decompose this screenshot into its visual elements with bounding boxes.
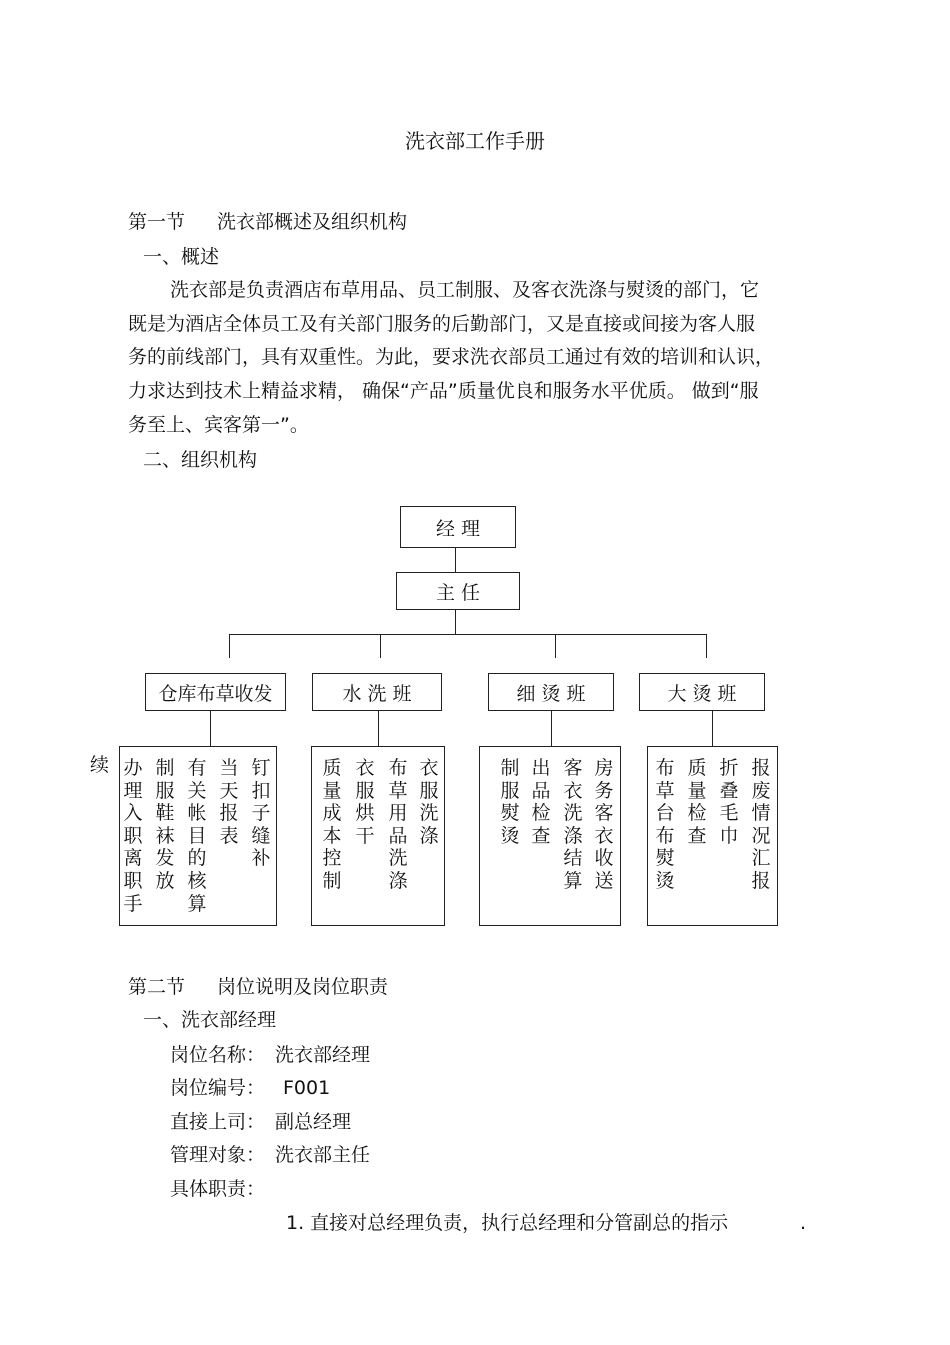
duty-item: 质量成本控制 <box>322 757 342 892</box>
continued-mark: 续 <box>90 754 110 776</box>
supervisor-box <box>396 572 520 610</box>
duty-box-warehouse <box>119 746 277 926</box>
field-label: 管理对象： <box>170 1144 266 1166</box>
duty-item: 当天报表 <box>219 757 239 847</box>
team-label: 仓库布草收发 <box>158 682 273 705</box>
overview-paragraph-line-2: 既是为酒店全体员工及有关部门服务的后勤部门，又是直接或间接为客人服 <box>128 313 756 335</box>
org-subheading: 二、组织机构 <box>143 449 258 471</box>
connector-supervisor-bus <box>455 610 456 634</box>
duty-item: 制服鞋袜发放 <box>155 757 175 892</box>
duty-item: 有关帐目的核算 <box>187 757 207 915</box>
supervisor-label: 主 任 <box>435 581 481 604</box>
duty-item: 质量检查 <box>687 757 707 847</box>
connector-team-4 <box>706 634 707 658</box>
duty-item: 报废情况汇报 <box>751 757 771 892</box>
duty-box-washing <box>311 746 445 926</box>
overview-paragraph-line-3: 务的前线部门，具有双重性。为此，要求洗衣部员工通过有效的培训和认识， <box>128 346 775 368</box>
team-box-warehouse <box>145 673 286 711</box>
connector-manager-supervisor <box>455 548 456 572</box>
section2-heading-number: 第二节 <box>128 976 186 998</box>
field-label: 具体职责： <box>170 1178 266 1200</box>
duty-box-large-ironing <box>647 746 778 926</box>
team-label: 水 洗 班 <box>342 682 412 705</box>
team-bus-line <box>229 634 706 635</box>
duty-item: 出品检查 <box>531 757 551 847</box>
team-box-washing <box>312 673 442 711</box>
field-value: 副总经理 <box>275 1111 352 1133</box>
duty-item: 办理入职离职手 <box>123 757 143 915</box>
duty-item: 客衣洗涤结算 <box>563 757 583 892</box>
duty-box-fine-ironing <box>479 746 621 926</box>
overview-paragraph-line-4: 力求达到技术上精益求精， 确保“产品”质量优良和服务水平优质。 做到“服 <box>128 380 759 402</box>
team-box-large-ironing <box>639 673 765 711</box>
overview-paragraph-line-1: 洗衣部是负责酒店布草用品、员工制服、及客衣洗涤与熨烫的部门，它 <box>170 279 760 301</box>
section1-heading-number: 第一节 <box>128 211 186 233</box>
field-label: 岗位编号： <box>170 1077 266 1099</box>
connector-team-2 <box>380 634 381 658</box>
duty-item: 布草台布熨烫 <box>655 757 675 892</box>
field-value: 洗衣部主任 <box>275 1144 371 1166</box>
manager-subheading: 一、洗衣部经理 <box>143 1009 277 1031</box>
connector-duties-3 <box>551 711 552 746</box>
connector-duties-2 <box>378 711 379 746</box>
page-title: 洗衣部工作手册 <box>405 129 545 153</box>
overview-paragraph-line-5: 务至上、宾客第一”。 <box>128 414 309 436</box>
field-value: F001 <box>283 1077 331 1099</box>
connector-duties-4 <box>712 711 713 746</box>
team-label: 细 烫 班 <box>516 682 586 705</box>
section2-heading-title: 岗位说明及岗位职责 <box>217 976 389 998</box>
duty-item: 制服熨烫 <box>500 757 520 847</box>
duty-item: 衣服洗涤 <box>419 757 439 847</box>
connector-duties-1 <box>210 711 211 746</box>
duty-item: 钉扣子缝补 <box>251 757 271 870</box>
manager-box <box>400 506 516 548</box>
duty-item: 折叠毛巾 <box>719 757 739 847</box>
manager-label: 经 理 <box>435 517 481 540</box>
duty-item: 房务客衣收送 <box>594 757 614 892</box>
section1-heading-title: 洗衣部概述及组织机构 <box>217 211 408 233</box>
field-label: 岗位名称： <box>170 1044 266 1066</box>
connector-team-3 <box>555 634 556 658</box>
duty-item: 布草用品洗涤 <box>388 757 408 892</box>
overview-subheading: 一、概述 <box>143 246 220 268</box>
field-value: 洗衣部经理 <box>275 1044 371 1066</box>
connector-team-1 <box>229 634 230 658</box>
duty-line-1: 1. 直接对总经理负责，执行总经理和分管副总的指示 <box>286 1212 729 1234</box>
duty-item: 衣服烘干 <box>355 757 375 847</box>
duty-line-1-end: . <box>800 1212 807 1234</box>
field-label: 直接上司： <box>170 1111 266 1133</box>
team-label: 大 烫 班 <box>667 682 737 705</box>
team-box-fine-ironing <box>488 673 614 711</box>
